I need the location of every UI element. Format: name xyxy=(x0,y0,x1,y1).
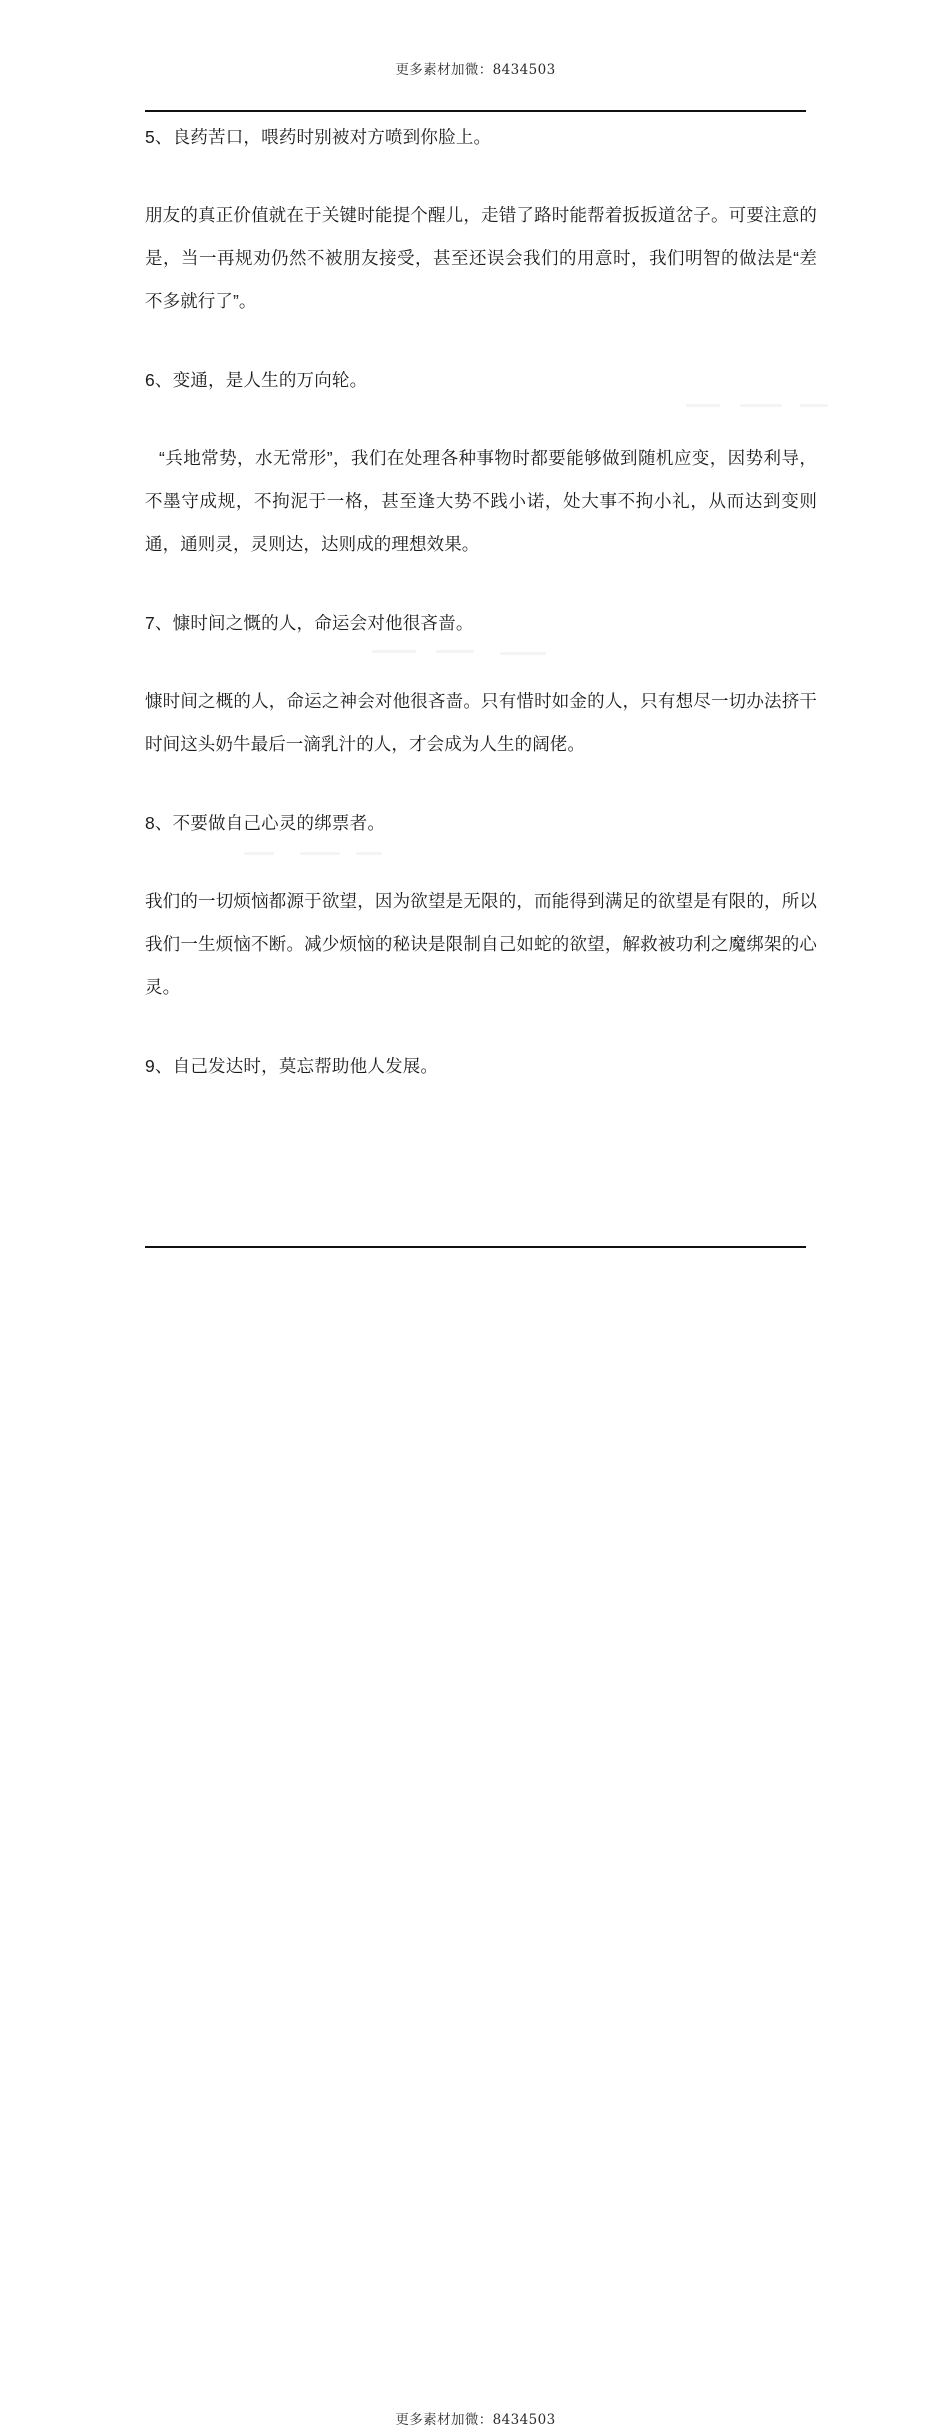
spacer xyxy=(145,150,817,194)
section-paragraph: 慷时间之概的人，命运之神会对他很吝啬。只有惜时如金的人，只有想尽一切办法挤干时间这头奶牛最后一滴乳汁的人，才会成为人生的阔佬。 xyxy=(145,691,817,754)
section-paragraph: “兵地常势，水无常形”，我们在处理各种事物时都要能够做到随机应变，因势利导，不墨守成规，不拘泥于一格，甚至逢大势不践小诺，处大事不拘小礼，从而达到变则通，通则灵，灵则达，达则成的理想效果。 xyxy=(145,448,817,554)
section-heading: 5、良药苦口，喂药时别被对方喷到你脸上。 xyxy=(145,127,492,147)
spacer xyxy=(145,1009,817,1053)
section-paragraph: 朋友的真正价值就在于关键时能提个醒儿，走错了路时能帮着扳扳道岔子。可要注意的是，当一再规劝仍然不被朋友接受，甚至还误会我们的用意时，我们明智的做法是“差不多就行了”。 xyxy=(145,205,817,311)
section-6 xyxy=(145,367,817,566)
spacer xyxy=(145,836,817,880)
page-header xyxy=(0,0,950,112)
spacer xyxy=(145,566,817,610)
section-heading: 7、慷时间之慨的人，命运会对他很吝啬。 xyxy=(145,612,474,633)
document-body xyxy=(145,124,817,1079)
footer-rule xyxy=(145,1246,806,1248)
footer-watermark-note: 更多素材加微：8434503 xyxy=(395,2412,556,2428)
header-rule xyxy=(145,110,806,112)
spacer xyxy=(145,766,817,810)
spacer xyxy=(145,636,817,680)
section-heading: 6、变通，是人生的万向轮。 xyxy=(145,369,368,390)
section-8 xyxy=(145,810,817,1009)
page-footer xyxy=(0,1190,950,2428)
spacer xyxy=(145,323,817,367)
section-heading: 8、不要做自己心灵的绑票者。 xyxy=(145,812,386,833)
section-5 xyxy=(145,124,817,323)
section-9 xyxy=(145,1053,817,1079)
section-paragraph: 我们的一切烦恼都源于欲望，因为欲望是无限的，而能得到满足的欲望是有限的，所以我们一生烦恼不断。减少烦恼的秘诀是限制自己如蛇的欲望，解救被功利之魔绑架的心灵。 xyxy=(145,891,817,997)
section-7 xyxy=(145,610,817,766)
spacer xyxy=(145,393,817,437)
header-watermark-note: 更多素材加微：8434503 xyxy=(395,62,556,78)
section-heading: 9、自己发达时，莫忘帮助他人发展。 xyxy=(145,1055,439,1076)
